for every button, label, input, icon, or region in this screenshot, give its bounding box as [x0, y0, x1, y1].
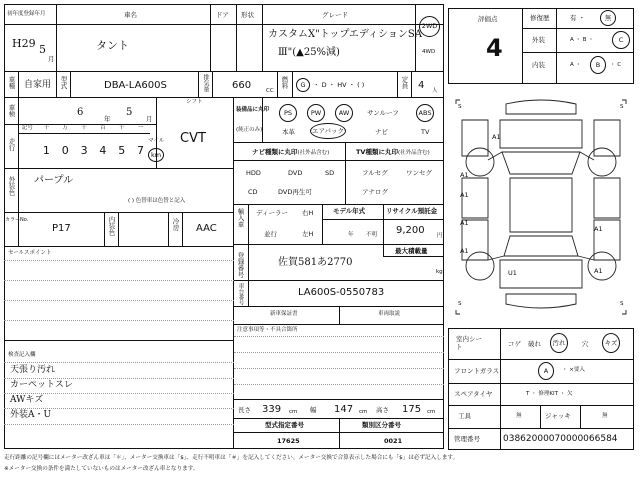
model-year-label: モデル年式: [333, 207, 366, 215]
ps-circle: PS: [279, 104, 297, 122]
sheet-koge: コゲ: [508, 340, 521, 348]
tv-oneseg: ワンセグ: [406, 169, 432, 177]
import-left: 左H: [302, 230, 314, 238]
shift-label: シフト: [186, 99, 203, 105]
interior-grade-label: 内装: [532, 61, 545, 69]
width-value: 147: [334, 404, 354, 415]
capacity-label: 定員: [400, 76, 409, 89]
airbag-circle: エアバック: [310, 123, 346, 139]
first-reg-month: 5: [39, 43, 46, 56]
tv: TV: [421, 128, 430, 136]
import-right: 右H: [302, 209, 314, 217]
mileage-digit: 5: [118, 144, 126, 157]
category-value: 0021: [384, 437, 403, 445]
shift-value: CVT: [180, 131, 206, 146]
shape-label: 形状: [241, 11, 254, 19]
diagram-corner-tl: S: [458, 104, 462, 110]
digit-header: 十: [118, 125, 125, 131]
front-glass-label: フロントガラス: [454, 367, 500, 375]
car-name-label: 車名: [124, 11, 137, 19]
colorno-value: P17: [52, 223, 71, 234]
interior-color-label: 内装色: [107, 216, 116, 236]
repair-options: 有 ・: [570, 14, 586, 22]
inspection-month-unit: 月: [146, 115, 153, 123]
height-unit: cm: [427, 409, 436, 415]
import-label: 輸入車: [236, 208, 245, 228]
chassis-label: 車台番号: [237, 283, 244, 305]
reg-label: 登録番号: [236, 252, 245, 278]
exterior-color-value: パープル: [34, 175, 74, 186]
inspector-label: 検査記入欄: [8, 352, 36, 358]
damage-diagram: [448, 90, 634, 326]
damage-label: A1: [460, 219, 469, 227]
inspection-year-unit: 年: [104, 115, 111, 123]
grade-value-2: Ⅲ"(▲25%減): [278, 47, 340, 58]
month-unit: 月: [48, 55, 55, 63]
mileage-label: 走行: [7, 138, 16, 151]
digit-header: 百: [100, 125, 106, 131]
width-unit: cm: [359, 409, 368, 415]
sheet-ana: 穴: [582, 340, 589, 348]
spare-value: T ・ 修理KIT ・ 欠: [526, 391, 573, 397]
inspector-note-3: AWキズ: [10, 395, 44, 405]
exterior-note: ( ) 色替車は色替と記入: [128, 198, 186, 204]
pw-circle: PW: [307, 104, 325, 122]
colorno-label: カラーNo.: [5, 217, 29, 223]
equipment-label: 装備品に丸印: [236, 107, 270, 113]
digit-header: 千: [81, 125, 87, 131]
car-outline-diagram: [448, 90, 634, 326]
warranty-doc: 新車保証書: [270, 311, 298, 317]
abs-circle: ABS: [416, 104, 434, 122]
footer-line-2: ※メーター交換の条件を満たしていないものはメーター改ざん車となります。: [4, 466, 199, 472]
fuel-g-circle: G: [296, 78, 310, 92]
digit-header: 一: [137, 125, 144, 131]
inspection-year: 6: [77, 107, 84, 118]
inspector-note-4: 外装A・U: [10, 410, 52, 420]
navi: ナビ: [375, 128, 388, 136]
capacity-value: 4: [418, 80, 425, 91]
exterior-grade-c-circle: C: [612, 31, 630, 49]
model-label: 型式: [59, 76, 68, 89]
type-designation-label: 型式指定番号: [265, 421, 304, 429]
mileage-digit: 3: [80, 144, 88, 157]
repair-none-circle: 無: [600, 10, 616, 26]
damage-label: A1: [460, 191, 469, 199]
model-year-unit: 年: [348, 232, 354, 238]
mileage-digits: [37, 144, 150, 158]
damage-label: A1: [460, 171, 469, 179]
car-name-value: タント: [96, 39, 129, 52]
recycle-yen: 円: [437, 233, 443, 239]
fuel-label: 燃料: [280, 76, 289, 89]
max-load-unit: kg: [436, 269, 443, 275]
inspection-month: 5: [126, 107, 133, 118]
width-label: 幅: [310, 406, 317, 414]
tv-analog: アナログ: [362, 188, 388, 196]
manage-label: 管理番号: [454, 435, 480, 443]
manual-doc: 車両取説: [378, 311, 401, 317]
displacement-value: 660: [232, 80, 252, 91]
diagram-corner-bl: S: [458, 301, 462, 307]
sheet-label: 室内シート: [456, 335, 482, 352]
jack-value: 無: [602, 413, 608, 419]
height-label: 高さ: [376, 406, 389, 414]
diagram-corner-tr: S: [620, 104, 624, 110]
ac-value: AAC: [196, 223, 217, 234]
type-designation-value: 17625: [277, 437, 300, 445]
cc-unit: CC: [266, 88, 274, 94]
inspection-label: 車検: [7, 104, 16, 117]
max-load-label: 最大積載量: [395, 247, 428, 255]
length-value: 339: [262, 404, 282, 415]
equipment-sub: (純正のみ): [236, 127, 263, 133]
model-value: DBA-LA600S: [104, 80, 167, 91]
jack-label: ジャッキ: [545, 412, 571, 420]
digit-header: 記号: [21, 125, 33, 131]
door-label: ドア: [216, 11, 229, 19]
nav-cd: CD: [248, 188, 258, 196]
interior-grade-c: ・ C: [610, 62, 622, 68]
diagram-corner-br: S: [620, 301, 624, 307]
recycle-value: 9,200: [396, 225, 425, 236]
length-label: 長さ: [238, 406, 251, 414]
drive-4wd: 4WD: [422, 49, 436, 55]
chassis-value: LA600S-0550783: [298, 287, 385, 298]
km-circle: km: [148, 148, 164, 162]
sheet-yabure: 破れ: [528, 340, 541, 348]
tv-type-label: TV種類に丸印(社外品含む): [356, 148, 430, 156]
first-reg-label: 初年度登録年月: [7, 11, 46, 17]
glass-a-circle: A: [538, 362, 554, 380]
displacement-label: 排気量: [202, 74, 209, 92]
mileage-digit: 0: [61, 144, 69, 157]
inspector-note-2: カーペットスレ: [10, 380, 73, 390]
exterior-label: 外装色: [7, 176, 16, 196]
mileage-digit-headers: [18, 126, 150, 134]
import-parallel: 並行: [264, 230, 277, 238]
capacity-unit: 人: [432, 88, 438, 94]
mileage-digit: 7: [137, 144, 145, 157]
mileage-digit: 4: [99, 144, 107, 157]
caution-label: 注意事項等・不具合箇所: [237, 327, 298, 333]
sheet-kizu-circle: キズ: [602, 333, 620, 353]
repair-label: 修復歴: [530, 14, 550, 22]
digit-header: 万: [62, 125, 68, 131]
grade-label: グレード: [322, 11, 348, 19]
category-label: 類別区分番号: [362, 421, 401, 429]
nav-dvd: DVD: [288, 169, 303, 177]
import-dealer: ディーラー: [256, 209, 288, 217]
score-value: 4: [486, 34, 503, 62]
glass-rest: ・ ×要入: [562, 367, 585, 373]
nav-hdd: HDD: [246, 169, 261, 177]
score-label: 評価点: [478, 15, 498, 23]
footer-line-1: 走行距離の記号欄にはメーター改ざん車は「＊」、メーター交換車は「$」、走行不明車は「＃」を記入してください。メーター交換で合算表示した場合にも「$」は必ず記入します。: [4, 455, 459, 461]
vehicle-label: 車種: [7, 76, 16, 89]
nav-dvd-play: DVD再生可: [278, 188, 312, 196]
exterior-grade-options: A ・ B ・: [570, 37, 594, 43]
spare-label: スペアタイヤ: [454, 390, 493, 398]
leather: 本革: [282, 128, 295, 136]
height-value: 175: [402, 404, 422, 415]
sheet-yogore-circle: 汚れ: [550, 333, 568, 353]
nav-sd: SD: [325, 169, 335, 177]
tools-label: 工具: [458, 412, 471, 420]
fuel-options: ・ D ・ HV ・ ( ): [313, 81, 365, 89]
interior-grade-a: A ・: [570, 62, 582, 68]
model-year-unknown: 不明: [366, 232, 378, 238]
use-value: 自家用: [24, 80, 52, 90]
damage-label: A1: [594, 225, 603, 233]
drive-2wd-circle: 2WD: [419, 16, 440, 37]
mileage-digit: 1: [42, 144, 50, 157]
grade-value-1: カスタムX"トップエディションSA: [268, 29, 422, 40]
damage-label: A1: [594, 267, 603, 275]
damage-label: A1: [460, 247, 469, 255]
interior-grade-b-circle: B: [590, 56, 606, 74]
damage-label: A1: [492, 133, 501, 141]
nav-label: ナビ種類に丸印(社外品含む): [252, 148, 330, 156]
sales-point-label: セールスポイント: [8, 250, 52, 256]
reg-value: 佐賀581あ2770: [278, 257, 353, 268]
ac-label: 冷房: [171, 218, 180, 231]
exterior-grade-label: 外装: [532, 36, 545, 44]
digit-header: 十: [43, 125, 50, 131]
inspector-note-1: 天張り汚れ: [10, 365, 56, 375]
tv-fullseg: フルセグ: [362, 169, 388, 177]
length-unit: cm: [289, 409, 298, 415]
damage-label: U1: [508, 269, 517, 277]
tools-value: 無: [516, 413, 522, 419]
sunroof: サンルーフ: [367, 109, 399, 117]
aw-circle: AW: [335, 104, 353, 122]
recycle-label: リサイクル預託金: [386, 207, 438, 215]
manage-value: 03862000070000066584: [503, 434, 618, 444]
first-reg-year: H29: [12, 37, 36, 50]
mile-label: マイル: [148, 138, 165, 144]
